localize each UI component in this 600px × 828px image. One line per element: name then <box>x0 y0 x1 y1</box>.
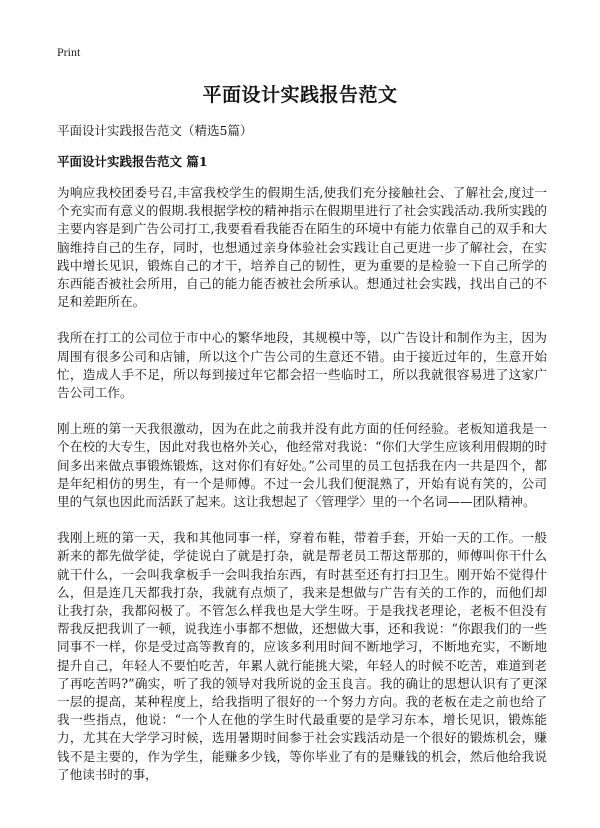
paragraph-4: 我刚上班的第一天，我和其他同事一样，穿着布鞋，带着手套，开始一天的工作。一般新来的都先做学徒，学徒说白了就是打杂，就是帮老员工帮这帮那的，师傅叫你干什么就干什么，一会叫我拿板手一会叫我抬东西，有时甚至还有打扫卫生。刚开始不觉得什么，但是连几天都我打杂，我就有点烦了，我来是想做与广告有关的工作的，而他们却让我打杂，我都闷极了。不管怎么样我也是大学生呀。于是我找老理论，老板不但没有帮我反把我训了一顿，说我连小事都不想做，还想做大事，还和我说：“你跟我们的一些同事不一样，你是受过高等教育的，应该多利用时间不断地学习，不断地充实，不断地提升自己，年轻人不要怕吃苦，年累人就行能挑大梁，年轻人的时候不吃苦，难道到老了再吃苦吗?”确实，听了我的领导对我所说的金玉良言。我的确让的思想认识有了更深一层的提高，某种程度上，给我指明了很好的一个努力方向。我的老板在走之前也给了我一些指点，他说：“一个人在他的学生时代最重要的是学习东本，增长见识，锻炼能力，尤其在大学学习时候，选用暑期时间参于社会实践活动是一个很好的锻炼机会，赚钱不是主要的，作为学生，能赚多少钱，等你毕业了有的是赚钱的机会，然后他给我说了他读书时的事， <box>57 530 547 782</box>
article-body <box>57 184 547 802</box>
paragraph-3: 刚上班的第一天我很激动，因为在此之前我并没有此方面的任何经验。老板知道我是一个在校的大专生，因此对我也格外关心，他经常对我说：“你们大学生应该利用假期的时间多出来做点事锻炼锻炼，这对你们有好处。”公司里的员工包括我在内一共是四个，都是年纪相仿的男生，有一个是师傅。不过一会儿我们便混熟了，开始有说有笑的，公司里的气氛也因此而活跃了起来。这让我想起了〈管理学〉里的一个名词——团队精神。 <box>57 421 547 510</box>
section-heading: 平面设计实践报告范文 篇1 <box>57 154 208 169</box>
print-link[interactable]: Print <box>57 45 81 59</box>
page-title: 平面设计实践报告范文 <box>202 84 398 106</box>
document-subtitle: 平面设计实践报告范文（精选5篇） <box>57 123 253 138</box>
paragraph-1: 为响应我校团委号召,丰富我校学生的假期生活,使我们充分接触社会、了解社会,度过一个充实而有意义的假期.我根据学校的精神指示在假期里进行了社会实践活动.我所实践的主要内容是到广告公司打工,我要看看我能否在陌生的环境中有能力依靠自己的双手和大脑维持自己的生存，同时，也想通过亲身体验社会实践让自己更进一步了解社会，在实践中增长见识，锻炼自己的才干，培养自己的韧性，更为重要的是检验一下自己所学的东西能否被社会所用，自己的能力能否被社会所承认。想通过社会实践，找出自己的不足和差距所在。 <box>57 185 547 310</box>
paragraph-2: 我所在打工的公司位于市中心的繁华地段，其规模中等，以广告设计和制作为主，因为周围有很多公司和店铺，所以这个广告公司的生意还不错。由于接近过年的，生意开始忙，造成人手不足，所以每到接过年它都会招一些临时工，所以我就很容易进了这家广告公司工作。 <box>57 330 547 401</box>
